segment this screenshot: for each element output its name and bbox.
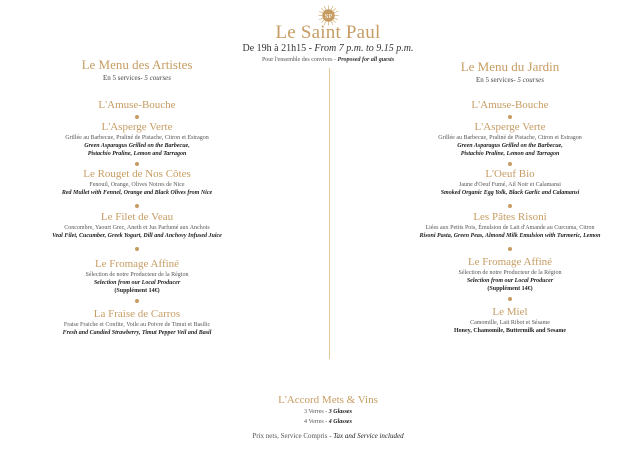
price-note-fr: Prix nets, Service Compris -	[252, 432, 334, 440]
course-desc-fr: Camomille, Lait Ribot et Sésame	[470, 320, 550, 326]
course-title: Le Miel	[492, 306, 528, 318]
wine-option	[0, 417, 640, 427]
course-desc-en: Fresh and Candied Strawberry, Timut Pepper Veil and Basil	[62, 330, 212, 336]
column-divider	[329, 68, 330, 359]
course-desc-fr: Sélection de notre Producteur de la Région	[458, 270, 562, 276]
course-desc-en: Selection from our Local Producer	[466, 278, 554, 284]
menu-subtitle-fr: En 5 services-	[102, 74, 145, 82]
course-title: L'Amuse-Bouche	[471, 99, 549, 111]
price-note	[0, 432, 640, 440]
course-desc-en: Green Asparagus Grilled on the Barbecue,	[457, 143, 563, 149]
course-desc-en: Pistachio Praline, Lemon and Tarragon	[87, 151, 187, 157]
svg-text:SP: SP	[324, 12, 333, 20]
course-title: Le Rouget de Nos Côtes	[83, 168, 191, 180]
course-desc-fr: Grillée au Barbecue, Praliné de Pistache, Citron et Estragon	[65, 135, 209, 141]
course-desc-fr: Jaune d'Oeuf Fumé, Ail Noir et Calamansi	[459, 182, 561, 188]
course-desc-fr: Concombre, Yaourt Grec, Aneth et Jus Parfumé aux Anchois	[64, 225, 210, 231]
wine-option	[0, 407, 640, 417]
course-desc-en: Veal Filet, Cucumber, Greek Yogurt, Dill and Anchovy Infused Juice	[52, 233, 222, 239]
wine-pairing	[0, 394, 640, 427]
course-title: L'Asperge Verte	[101, 121, 173, 133]
course-desc-en: Green Asparagus Grilled on the Barbecue,	[84, 143, 190, 149]
restaurant-title: Le Saint Paul	[275, 22, 381, 43]
course-desc-fr: Fenouil, Orange, Olives Noires de Nice	[89, 182, 185, 188]
course-title: L'Asperge Verte	[474, 121, 546, 133]
course-title: Les Pâtes Risoni	[473, 211, 547, 223]
course-title: L'Amuse-Bouche	[98, 99, 176, 111]
course-desc-fr: Grillée au Barbecue, Praliné de Pistache, Citron et Estragon	[438, 135, 582, 141]
menu-subtitle-en: 5 courses	[144, 74, 172, 82]
course-title: Le Fromage Affiné	[94, 258, 180, 270]
menu-subtitle	[12, 73, 262, 83]
price-note-en: Tax and Service included	[333, 432, 404, 440]
hours-en: From 7 p.m. to 9.15 p.m.	[314, 43, 414, 54]
service-hours	[0, 43, 640, 54]
course-desc-en: Honey, Chamomile, Buttermilk and Sesame	[454, 328, 566, 334]
course-supplement: (Supplément 14€)	[487, 286, 533, 292]
wine-option-fr: 4 Verres -	[304, 419, 329, 425]
course-desc-en: Risoni Pasta, Green Peas, Almond Milk Emulsion with Turmeric, Lemon	[419, 233, 601, 239]
course-desc-en: Red Mullet with Fennel, Orange and Black Olives from Nice	[61, 190, 213, 196]
wine-option-en: 3 Glasses	[328, 409, 352, 415]
menu-title: Le Menu des Artistes	[81, 57, 193, 72]
course-title: Le Filet de Veau	[100, 211, 174, 223]
course-title: Le Fromage Affiné	[467, 256, 553, 268]
course-desc-fr: Sélection de notre Producteur de la Région	[85, 272, 189, 278]
wine-option-fr: 3 Verres -	[304, 409, 329, 415]
course-title: La Fraise de Carros	[93, 308, 181, 320]
course-title: L'Oeuf Bio	[485, 168, 535, 180]
menu-artistes	[12, 57, 262, 337]
course-desc-en: Pistachio Praline, Lemon and Tarragon	[460, 151, 560, 157]
course-desc-fr: Liées aux Petits Pois, Émulsion de Lait d'Amande au Curcuma, Citron	[425, 225, 595, 231]
course-desc-en: Selection from our Local Producer	[93, 280, 181, 286]
menu-title: Le Menu du Jardin	[460, 59, 560, 74]
hours-fr: De 19h à 21h15 -	[242, 43, 315, 54]
menu-subtitle-en: 5 courses	[517, 76, 545, 84]
wine-option-en: 4 Glasses	[328, 419, 352, 425]
course-supplement: (Supplément 14€)	[114, 288, 160, 294]
menu-subtitle-fr: En 5 services-	[475, 76, 518, 84]
course-desc-fr: Fraise Fraiche et Confite, Voile au Poivre de Timut et Basilic	[63, 322, 211, 328]
menu-jardin	[392, 59, 628, 335]
guests-fr: Pour l'ensemble des convives -	[261, 57, 338, 63]
wine-pairing-title: L'Accord Mets & Vins	[278, 394, 378, 406]
guests-en: Proposed for all guests	[337, 57, 395, 63]
menu-subtitle	[392, 75, 628, 85]
course-desc-en: Smoked Organic Egg Yolk, Black Garlic and Calamansi	[440, 190, 580, 196]
